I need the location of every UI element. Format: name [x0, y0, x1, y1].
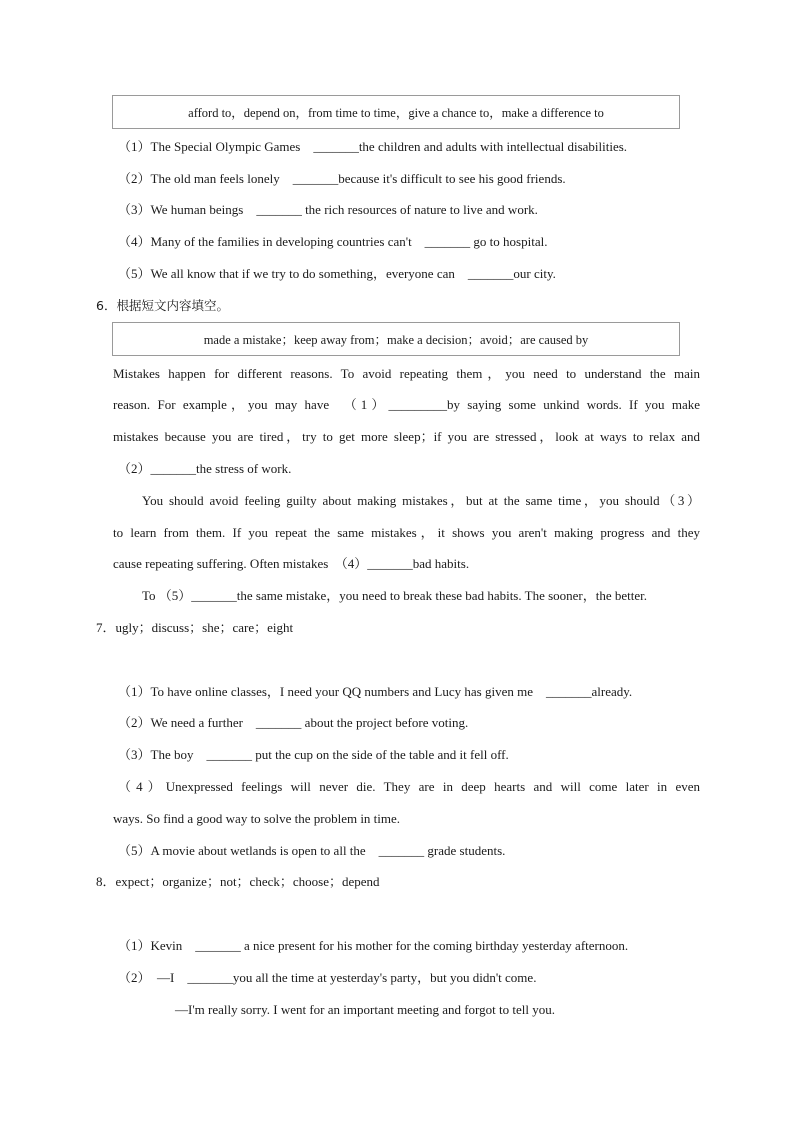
- word-box-text: made a mistake；keep away from；make a decision；avoid；are caused by: [203, 333, 589, 347]
- question-item: （3）The boy _______ put the cup on the side of the table and it fell off.: [118, 747, 509, 762]
- section-title: 7．ugly；discuss；she；care；eight: [96, 620, 294, 635]
- passage-line: cause repeating suffering. Often mistakes （4）_______bad habits.: [113, 556, 470, 571]
- question-item: （2）The old man feels lonely _______because it's difficult to see his good friends.: [118, 171, 566, 186]
- question-item: （1）The Special Olympic Games _______the children and adults with intellectual disabilities.: [118, 139, 628, 154]
- question-item: （2） —I _______you all the time at yesterday's party，but you didn't come.: [118, 970, 537, 985]
- passage-line: Mistakes happen for different reasons. To avoid repeating them，you need to understand the main: [113, 366, 700, 381]
- question-item: （3）We human beings _______ the rich resources of nature to live and work.: [118, 202, 538, 217]
- word-box-text: afford to，depend on，from time to time，give a chance to，make a difference to: [188, 106, 604, 120]
- passage-line: You should avoid feeling guilty about making mistakes，but at the same time，you should（3）: [142, 493, 700, 508]
- question-item: （1）To have online classes，I need your QQ numbers and Lucy has given me _______already.: [118, 684, 633, 699]
- question-item-continued: ways. So find a good way to solve the problem in time.: [113, 811, 401, 826]
- question-item: （4）Unexpressed feelings will never die. They are in deep hearts and will come later in even: [118, 779, 700, 794]
- passage-line: reason. For example，you may have （1）_________by saying some unkind words. If you make: [113, 397, 700, 412]
- passage-line: To （5）_______the same mistake，you need to break these bad habits. The sooner，the better.: [142, 588, 648, 603]
- question-item-response: —I'm really sorry. I went for an important meeting and forgot to tell you.: [175, 1002, 555, 1017]
- section-title: 8．expect；organize；not；check；choose；depend: [96, 874, 380, 889]
- word-box-section6: [112, 322, 680, 356]
- word-box-section5: [112, 95, 680, 129]
- section-title: 6．根据短文内容填空。: [96, 298, 229, 313]
- question-item: （4）Many of the families in developing countries can't _______ go to hospital.: [118, 234, 548, 249]
- question-item: （5）A movie about wetlands is open to all the _______ grade students.: [118, 843, 506, 858]
- question-item: （1）Kevin _______ a nice present for his mother for the coming birthday yesterday afternoon.: [118, 938, 629, 953]
- question-item: （5）We all know that if we try to do something，everyone can _______our city.: [118, 266, 556, 281]
- passage-line: （2）_______the stress of work.: [118, 461, 292, 476]
- passage-line: mistakes because you are tired，try to get more sleep；if you are stressed，look at ways to relax and: [113, 429, 700, 444]
- question-item: （2）We need a further _______ about the project before voting.: [118, 715, 469, 730]
- passage-line: to learn from them. If you repeat the same mistakes，it shows you aren't making progress and they: [113, 525, 700, 540]
